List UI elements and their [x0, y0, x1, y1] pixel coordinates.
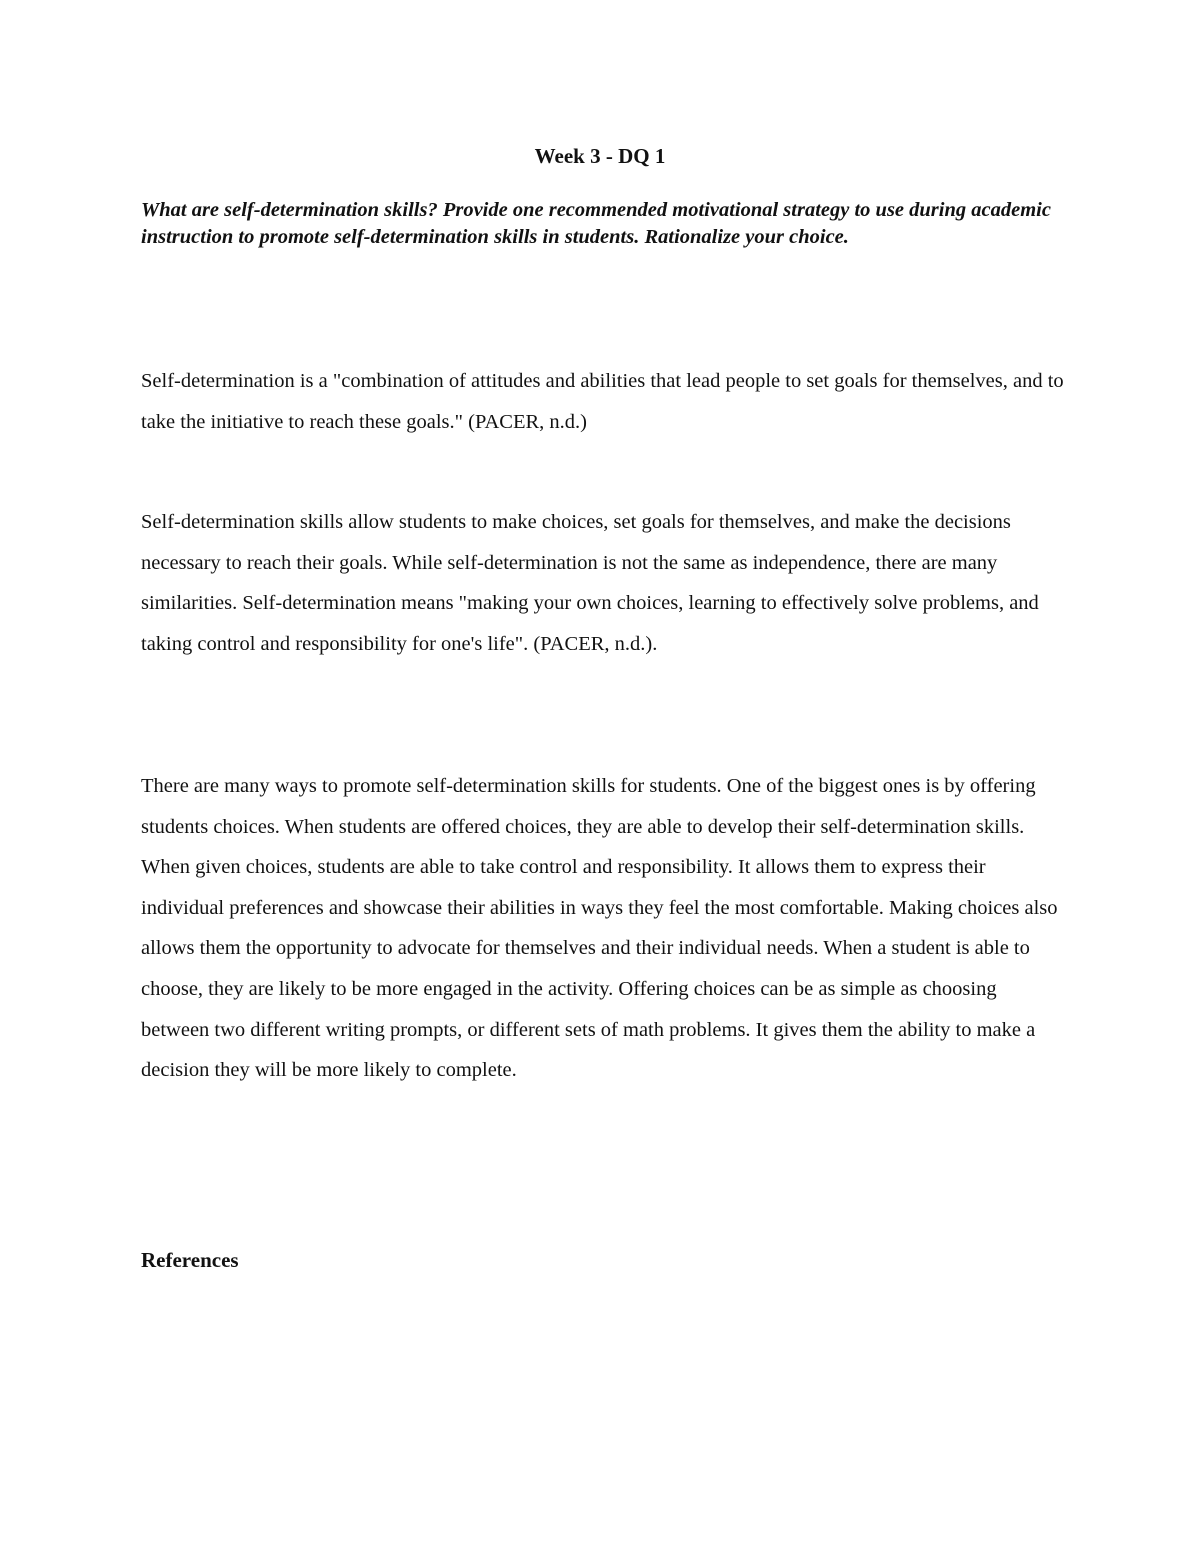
paragraph-definition: Self-determination is a "combination of attitudes and abilities that lead people to set goals for themselves, and to take the initiative to reach these goals." (PACER, n.d.): [141, 370, 1064, 433]
discussion-prompt: What are self-determination skills? Provide one recommended motivational strategy to use during academic instruction to promote self-determination skills in students. Rationalize your choice.: [141, 199, 1051, 248]
paragraph-strategy: There are many ways to promote self-determination skills for students. One of the biggest ones is by offering students choices. When students are offered choices, they are able to develop their self-determination skills. When given choices, students are able to take control and responsibility. It allows them to express their individual preferences and showcase their abilities in ways they feel the most comfortable. Making choices also allows them the opportunity to advocate for themselves and their individual needs. When a student is able to choose, they are likely to be more engaged in the activity. Offering choices can be as simple as choosing between two different writing prompts, or different sets of math problems. It gives them the ability to make a decision they will be more likely to complete.: [141, 775, 1058, 1082]
references-heading: References: [141, 1248, 239, 1272]
document-title: Week 3 - DQ 1: [534, 144, 666, 168]
paragraph-skills: Self-determination skills allow students to make choices, set goals for themselves, and make the decisions necessary to reach their goals. While self-determination is not the same as independence, there are many similarities. Self-determination means "making your own choices, learning to effectively solve problems, and taking control and responsibility for one's life". (PACER, n.d.).: [141, 511, 1039, 655]
